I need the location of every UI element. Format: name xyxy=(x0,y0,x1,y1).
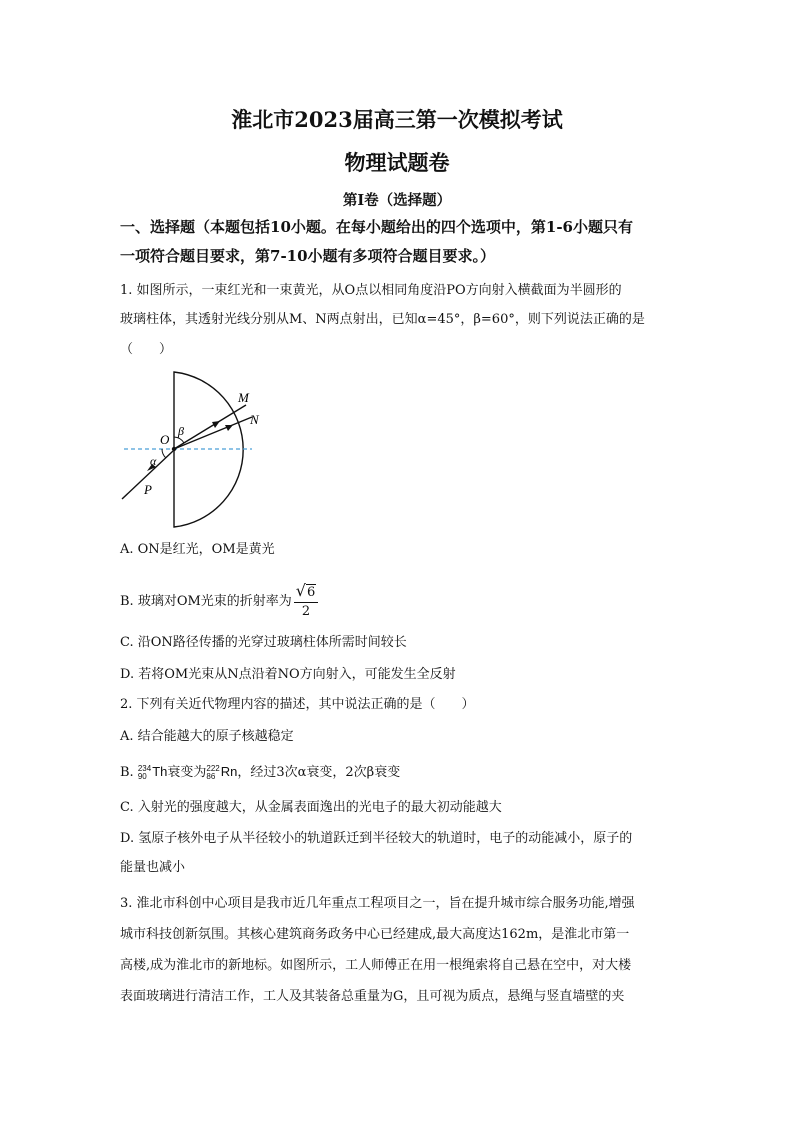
th-mass-number: 234 xyxy=(137,763,152,773)
q1-semicircle-diagram xyxy=(116,362,276,532)
th-charge-number: 90 xyxy=(137,771,147,781)
label-o: O xyxy=(160,432,170,447)
q1-option-d: D. 若将OM光束从N点沿着NO方向射入，可能发生全反射 xyxy=(120,667,456,682)
q2-option-b-label: B. xyxy=(120,765,134,780)
label-alpha: α xyxy=(150,454,157,468)
refracted-ray-om xyxy=(174,405,246,449)
thorium-nuclide xyxy=(138,762,168,782)
radon-nuclide xyxy=(206,762,237,782)
q2-option-b-suffix: ，经过3次α衰变，2次β衰变 xyxy=(237,765,401,780)
q2-option-d-line2: 能量也减小 xyxy=(120,860,186,875)
q2-option-d-line1: D. 氢原子核外电子从半径较小的轨道跃迁到半径较大的轨道时，电子的动能减小，原子的 xyxy=(120,831,633,846)
q3-line3: 高楼,成为淮北市的新地标。如图所示，工人师傅正在用一根绳索将自己悬在空中，对大楼 xyxy=(120,958,632,973)
exam-title: 淮北市2023届高三第一次模拟考试 xyxy=(231,107,563,132)
volume-heading: 第I卷（选择题） xyxy=(342,192,452,209)
q1-stem-line3: （ ） xyxy=(120,342,173,357)
point-o-dot xyxy=(172,447,176,451)
fraction-denominator: 2 xyxy=(301,604,311,619)
q1-option-c: C. 沿ON路径传播的光穿过玻璃柱体所需时间较长 xyxy=(120,635,407,650)
label-p: P xyxy=(144,482,152,497)
q1-stem-line2: 玻璃柱体，其透射光线分别从M、N两点射出，已知α=45°，β=60°，则下列说法正确的是 xyxy=(120,312,645,327)
q2-option-c: C. 入射光的强度越大，从金属表面逸出的光电子的最大初动能越大 xyxy=(120,800,502,815)
q1-stem-line1: 1. 如图所示，一束红光和一束黄光，从O点以相同角度沿PO方向射入横截面为半圆形的 xyxy=(120,283,622,298)
q2-option-b xyxy=(120,762,680,783)
q2-option-b-mid: 衰变为 xyxy=(167,765,207,780)
label-beta: β xyxy=(178,424,184,438)
sqrt6-over-2-fraction: $\frac{√6}{2}$ xyxy=(294,582,318,621)
section-heading-line2: 一项符合题目要求，第7-10小题有多项符合题目要求。） xyxy=(120,247,496,265)
q3-line1: 3. 淮北市科创中心项目是我市近几年重点工程项目之一，旨在提升城市综合服务功能,增强 xyxy=(120,896,635,911)
q2-stem: 2. 下列有关近代物理内容的描述，其中说法正确的是（ ） xyxy=(120,697,475,712)
q1-option-b-text: B. 玻璃对OM光束的折射率为 xyxy=(120,594,292,609)
q1-option-a: A. ON是红光，OM是黄光 xyxy=(120,542,275,557)
exam-subtitle: 物理试题卷 xyxy=(344,150,450,175)
q3-line4: 表面玻璃进行清洁工作，工人及其装备总重量为G，且可视为质点，悬绳与竖直墙壁的夹 xyxy=(120,989,625,1004)
q3-line2: 城市科技创新氛围。其核心建筑商务政务中心已经建成,最大高度达162m，是淮北市第一 xyxy=(120,927,630,942)
alpha-arc xyxy=(162,449,166,458)
section-heading-line1: 一、选择题（本题包括10小题。在每小题给出的四个选项中，第1-6小题只有 xyxy=(120,218,633,236)
q1-option-b xyxy=(120,582,680,622)
label-n: N xyxy=(250,412,259,427)
label-m: M xyxy=(238,390,249,405)
rn-mass-number: 222 xyxy=(206,763,220,773)
refracted-ray-on xyxy=(174,417,252,449)
fraction-numerator: 6 xyxy=(307,585,316,600)
q2-option-a: A. 结合能越大的原子核越稳定 xyxy=(120,729,294,744)
th-symbol: Th xyxy=(152,764,168,779)
rn-charge-number: 86 xyxy=(206,771,216,781)
rn-symbol: Rn xyxy=(220,764,238,779)
